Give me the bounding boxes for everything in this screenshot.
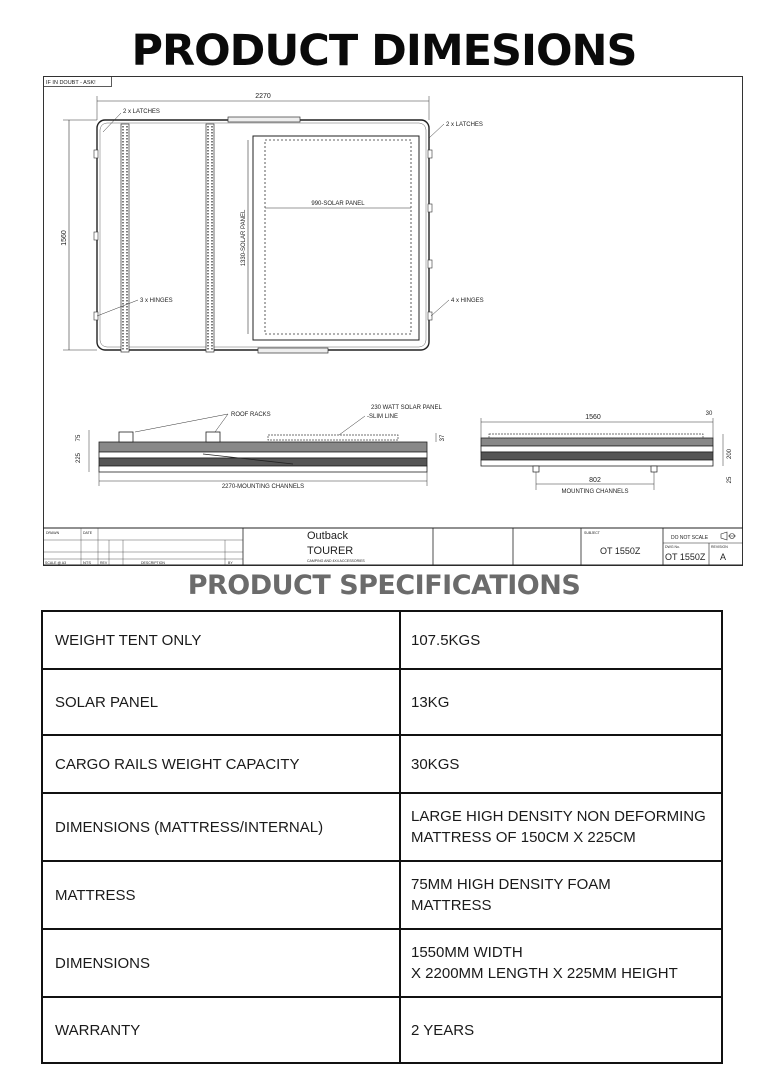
spec-value [400,997,722,1063]
end-width-dimension: 1560 [585,414,601,421]
roof-racks-label: ROOF RACKS [231,412,271,418]
spec-row [42,669,722,735]
spec-value-line: 2 YEARS [411,1021,475,1039]
spec-key: DIMENSIONS (MATTRESS/INTERNAL) [42,793,400,861]
subject-value: OT 1550Z [600,546,641,556]
page-title: PRODUCT DIMESIONS [131,26,637,76]
hinges-left-label: 3 x HINGES [140,298,173,304]
spec-row [42,611,722,669]
spec-key: WARRANTY [42,997,400,1063]
dim-75: 75 [76,434,82,442]
dim-200: 200 [727,448,733,460]
spec-row [42,861,722,929]
width-dimension: 2270 [255,93,271,100]
note-top: IF IN DOUBT - ASK! [46,80,96,86]
revision-label: REVISION [711,545,728,549]
spec-value [400,611,722,669]
projection-icon [721,532,736,540]
spec-value [400,735,722,793]
spec-key: MATTRESS [42,861,400,929]
spec-value-line: 75MM HIGH DENSITY FOAM [411,876,611,893]
roof-rack-rails [121,124,214,352]
revision-value: A [720,552,727,562]
spec-value [400,861,722,929]
top-view [61,93,484,353]
subject-label: SUBJECT [584,531,600,535]
dim-225: 225 [76,452,82,464]
drawn-label: DRAWN [46,531,60,535]
spec-value [400,793,722,861]
latches-right-label: 2 x LATCHES [446,122,483,128]
spec-value-line: X 2200MM LENGTH X 225MM HEIGHT [411,965,678,982]
rev-label: REV [100,561,108,565]
title-block [43,528,743,565]
spec-row [42,793,722,861]
solar-note-line2: -SLIM LINE [367,414,399,420]
spec-value-line: MATTRESS [411,897,492,914]
specs-table [41,610,723,1064]
technical-drawing [43,76,743,566]
channel-dimension: 802 [589,477,601,484]
mounting-channels-label: 2270-MOUNTING CHANNELS [221,484,305,490]
dim-37: 37 [440,434,446,442]
spec-value-line: 30KGS [411,755,460,773]
end-view [481,411,733,495]
dim-30: 30 [705,411,713,417]
spec-key: SOLAR PANEL [42,669,400,735]
nts-label: NTS [83,560,91,565]
spec-row [42,929,722,997]
spec-value-line: 13KG [411,693,450,711]
dwg-label: DWG No. [665,545,680,549]
company-line2: TOURER [307,545,354,557]
spec-value-line: MATTRESS OF 150CM X 225CM [411,829,636,846]
solar-panel-outline [253,136,419,340]
latches-left-label: 2 x LATCHES [123,109,160,115]
spec-value-line: 107.5KGS [411,631,481,649]
spec-value-line: 1550MM WIDTH [411,944,523,961]
do-not-scale-label: DO NOT SCALE [671,535,709,541]
spec-key: DIMENSIONS [42,929,400,997]
spec-key: CARGO RAILS WEIGHT CAPACITY [42,735,400,793]
company-line1: Outback [307,530,348,542]
specs-title: PRODUCT SPECIFICATIONS [187,570,581,601]
company-sub: CAMPING AND 4X4 ACCESSORIES [307,559,365,563]
by-label: BY [228,561,233,565]
solar-height-dimension: 1330-SOLAR PANEL [241,209,247,267]
spec-row [42,735,722,793]
date-label: DATE [83,531,93,535]
solar-width-dimension: 990-SOLAR PANEL [311,201,365,207]
scale-label: SCALE @ A3 [45,561,67,565]
hinges-right-label: 4 x HINGES [451,298,484,304]
drawing-frame [44,77,743,566]
tent-outline [97,120,429,350]
dwg-value: OT 1550Z [665,552,706,562]
description-label: DESCRIPTION [141,561,165,565]
height-dimension: 1560 [61,230,68,246]
spec-row [42,997,722,1063]
spec-value [400,669,722,735]
solar-note-line1: 230 WATT SOLAR PANEL [371,405,442,411]
end-mounting-label: MOUNTING CHANNELS [561,489,629,495]
spec-key: WEIGHT TENT ONLY [42,611,400,669]
dim-25: 25 [727,476,733,484]
spec-value [400,929,722,997]
side-view [76,405,446,490]
spec-value-line: LARGE HIGH DENSITY NON DEFORMING [411,808,706,825]
